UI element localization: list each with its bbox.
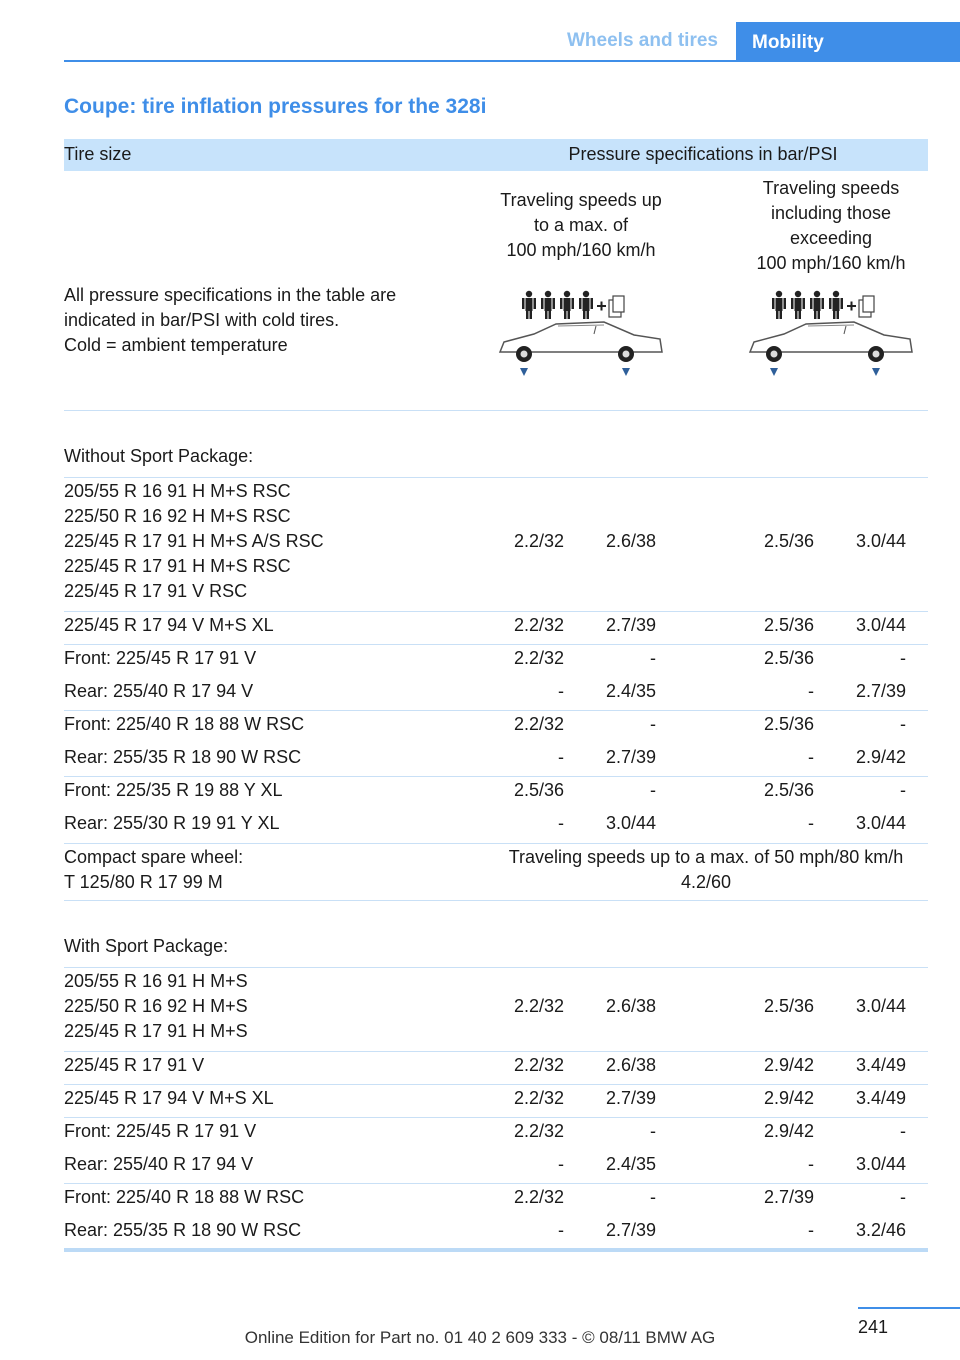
pressure-value: - bbox=[650, 1121, 656, 1141]
pressure-value: 2.9/42 bbox=[763, 1088, 814, 1108]
pressure-value: 2.9/42 bbox=[855, 747, 906, 767]
tire-size-cell: Front: 225/45 R 17 91 V bbox=[64, 648, 257, 668]
page-header bbox=[0, 0, 960, 62]
row-separator bbox=[64, 1051, 928, 1052]
speed-header-low: Traveling speeds up to a max. of 100 mph/160 km/h bbox=[500, 190, 662, 260]
pressure-value: - bbox=[650, 1187, 656, 1207]
row-separator bbox=[64, 967, 928, 968]
pressure-value: 3.0/44 bbox=[855, 813, 906, 833]
pressure-value: - bbox=[808, 747, 814, 767]
tire-size-cell: 225/45 R 17 94 V M+S XL bbox=[64, 1088, 274, 1108]
pressure-value: 2.5/36 bbox=[763, 648, 814, 668]
tire-size-cell: Front: 225/40 R 18 88 W RSC bbox=[64, 714, 305, 734]
pressure-value: - bbox=[900, 1187, 906, 1207]
tire-size-cell: Rear: 255/40 R 17 94 V bbox=[64, 681, 254, 701]
intro-text: All pressure specifications in the table are indicated in bar/PSI with cold tires. Cold = ambient temperature bbox=[64, 285, 397, 355]
pressure-value: 2.7/39 bbox=[605, 747, 656, 767]
tire-size-cell: Front: 225/35 R 19 88 Y XL bbox=[64, 780, 283, 800]
pressure-value: 2.6/38 bbox=[605, 531, 656, 551]
tire-size-cell: Rear: 255/30 R 19 91 Y XL bbox=[64, 813, 280, 833]
pressure-value: - bbox=[900, 714, 906, 734]
pressure-value: 2.5/36 bbox=[763, 615, 814, 635]
pressure-value: 3.0/44 bbox=[855, 615, 906, 635]
tire-size-header: Tire size bbox=[64, 144, 132, 164]
row-separator bbox=[64, 710, 928, 711]
pressure-value: 2.7/39 bbox=[605, 615, 656, 635]
pressure-value: - bbox=[808, 681, 814, 701]
pressure-value: 2.2/32 bbox=[513, 1055, 564, 1075]
section-label-with-sport: With Sport Package: bbox=[64, 936, 229, 956]
pressure-value: 2.2/32 bbox=[513, 1121, 564, 1141]
pressure-value: 2.7/39 bbox=[605, 1088, 656, 1108]
pressure-value: - bbox=[900, 1121, 906, 1141]
pressure-value: 2.2/32 bbox=[513, 648, 564, 668]
row-separator bbox=[64, 1183, 928, 1184]
tire-size-cell: Rear: 255/40 R 17 94 V bbox=[64, 1154, 254, 1174]
header-section-title: Wheels and tires bbox=[567, 30, 718, 51]
pressure-value: 2.2/32 bbox=[513, 714, 564, 734]
tire-size-cell: 205/55 R 16 91 H M+S 225/50 R 16 92 H M+S 225/45 R 17 91 H M+S bbox=[64, 971, 248, 1041]
pressure-value: 3.2/46 bbox=[855, 1220, 906, 1240]
row-separator bbox=[64, 900, 928, 901]
tire-size-cell: 225/45 R 17 94 V M+S XL bbox=[64, 615, 274, 635]
pressure-header: Pressure specifications in bar/PSI bbox=[568, 144, 838, 164]
section-label-without-sport: Without Sport Package: bbox=[64, 446, 254, 466]
pressure-value: - bbox=[558, 681, 564, 701]
speed-header-high: Traveling speeds including those exceeding 100 mph/160 km/h bbox=[756, 178, 906, 273]
row-separator bbox=[64, 1117, 928, 1118]
pressure-value: 2.5/36 bbox=[513, 780, 564, 800]
tire-size-cell: Front: 225/40 R 18 88 W RSC bbox=[64, 1187, 305, 1207]
pressure-value: 3.4/49 bbox=[855, 1055, 906, 1075]
pressure-value: 2.4/35 bbox=[605, 681, 656, 701]
pressure-value: - bbox=[558, 813, 564, 833]
pressure-value: - bbox=[900, 648, 906, 668]
pressure-value: - bbox=[558, 1220, 564, 1240]
row-separator bbox=[64, 843, 928, 844]
pressure-value: 2.2/32 bbox=[513, 1088, 564, 1108]
pressure-value: 2.7/39 bbox=[763, 1187, 814, 1207]
pressure-value: 2.7/39 bbox=[855, 681, 906, 701]
pressure-value: 3.0/44 bbox=[605, 813, 656, 833]
pressure-value: 2.5/36 bbox=[763, 714, 814, 734]
pressure-value: - bbox=[808, 1220, 814, 1240]
header-tab-mobility: Mobility bbox=[736, 22, 960, 62]
row-separator bbox=[64, 776, 928, 777]
table-header bbox=[64, 139, 928, 171]
tire-size-cell: Rear: 255/35 R 18 90 W RSC bbox=[64, 1220, 302, 1240]
pressure-value: - bbox=[900, 780, 906, 800]
row-separator bbox=[64, 477, 928, 478]
tire-size-cell: Front: 225/45 R 17 91 V bbox=[64, 1121, 257, 1141]
spare-pressure-note: Traveling speeds up to a max. of 50 mph/80 km/h 4.2/60 bbox=[508, 847, 904, 892]
pressure-value: 2.7/39 bbox=[605, 1220, 656, 1240]
tire-size-cell: 205/55 R 16 91 H M+S RSC 225/50 R 16 92 H M+S RSC 225/45 R 17 91 H M+S A/S RSC 225/45 R 17 91 H M+S RSC 225/45 R 17 91 V RSC bbox=[64, 481, 324, 601]
tire-size-cell: Rear: 255/35 R 18 90 W RSC bbox=[64, 747, 302, 767]
pressure-value: 2.6/38 bbox=[605, 1055, 656, 1075]
row-separator bbox=[64, 1084, 928, 1085]
pressure-value: 2.2/32 bbox=[513, 996, 564, 1016]
pressure-value: - bbox=[558, 747, 564, 767]
page-title: Coupe: tire inflation pressures for the 328i bbox=[64, 95, 487, 118]
pressure-value: - bbox=[650, 648, 656, 668]
footer-rule bbox=[858, 1307, 960, 1309]
pressure-value: 2.2/32 bbox=[513, 531, 564, 551]
header-rule bbox=[64, 60, 960, 62]
row-separator bbox=[64, 410, 928, 411]
footer-edition: Online Edition for Part no. 01 40 2 609 333 - © 08/11 BMW AG bbox=[244, 1328, 716, 1347]
pressure-value: - bbox=[650, 780, 656, 800]
pressure-value: - bbox=[808, 1154, 814, 1174]
pressure-value: - bbox=[808, 813, 814, 833]
pressure-value: - bbox=[650, 714, 656, 734]
tire-size-cell: 225/45 R 17 91 V bbox=[64, 1055, 205, 1075]
row-separator bbox=[64, 644, 928, 645]
pressure-value: 2.4/35 bbox=[605, 1154, 656, 1174]
pressure-value: 3.4/49 bbox=[855, 1088, 906, 1108]
pressure-value: 2.6/38 bbox=[605, 996, 656, 1016]
pressure-value: 2.5/36 bbox=[763, 780, 814, 800]
pressure-value: 2.5/36 bbox=[763, 996, 814, 1016]
car-load-icon bbox=[496, 288, 666, 388]
car-load-icon bbox=[746, 288, 916, 388]
pressure-value: 3.0/44 bbox=[855, 531, 906, 551]
table-end-rule bbox=[64, 1248, 928, 1252]
pressure-value: 2.9/42 bbox=[763, 1121, 814, 1141]
pressure-value: 2.9/42 bbox=[763, 1055, 814, 1075]
pressure-value: 2.5/36 bbox=[763, 531, 814, 551]
tire-size-cell: Compact spare wheel: T 125/80 R 17 99 M bbox=[64, 847, 244, 892]
row-separator bbox=[64, 611, 928, 612]
pressure-value: 2.2/32 bbox=[513, 615, 564, 635]
pressure-value: 2.2/32 bbox=[513, 1187, 564, 1207]
page-number: 241 bbox=[858, 1317, 889, 1337]
pressure-value: 3.0/44 bbox=[855, 1154, 906, 1174]
pressure-value: 3.0/44 bbox=[855, 996, 906, 1016]
pressure-value: - bbox=[558, 1154, 564, 1174]
